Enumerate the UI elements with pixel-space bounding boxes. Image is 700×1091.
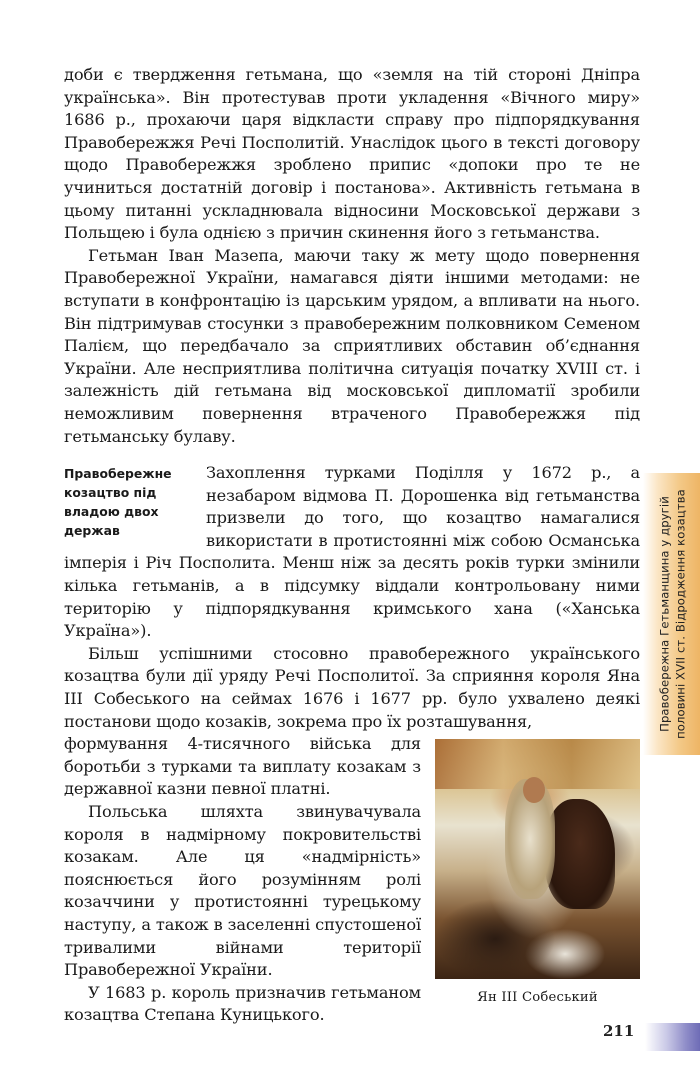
section-right-bank-cossacks: [64, 462, 640, 1027]
figure-caption: Ян III Собеський: [477, 990, 598, 1006]
paragraph-6: У 1683 р. король призначив гетьманом козацтва Степана Куницького.: [64, 982, 421, 1025]
paragraph-4-intro: [64, 643, 640, 733]
figure-sobieski: [435, 739, 640, 1007]
sobieski-painting-image: [435, 739, 640, 979]
page-body: [64, 64, 640, 1027]
paragraph-2: Гетьман Іван Мазепа, маючи таку ж мету щодо повернення Правобережної України, намагався діяти іншими методами: не вступати в конфронтацію із царським урядом, а впливати на нього. Він підтримував стосунки з правобережним полковником Семеном Палієм, що передбачало за сприятливих обставин об’єднання України. Але несприятлива політична ситуація початку XVIII ст. і залежність дій гетьмана від московської дипломатії зробили неможливим повернення втраченого Правобережжя під гетьманську булаву.: [64, 245, 640, 446]
chapter-side-tab-label: [643, 473, 700, 755]
section-heading: Правобережне козацтво під владою двох держав: [64, 466, 172, 539]
chapter-side-tab: [643, 473, 700, 755]
page-number-bar: [645, 1023, 700, 1051]
paragraph-4-text: Більш успішними стосовно правобережного українського козацтва були дії уряду Речі Посполитої. За сприяння короля Яна III Собеського на сеймах 1676 і 1677 рр. було ухвалено деякі постанови щодо козаків, зокрема про їх розташування,: [64, 643, 640, 731]
chapter-title-line-2: половині XVII ст. Відродження козацтва: [672, 489, 687, 739]
paragraph-4-continued: формування 4-тисячного війська для боротьби з турками та виплату козакам з державної казни певної платні.: [64, 734, 421, 799]
figure-wrap-block: [64, 733, 640, 1027]
chapter-title-line-1: Правобережна Гетьманщина у другій: [656, 496, 671, 732]
paragraph-3: Захоплення турками Поділля у 1672 р., а незабаром відмова П. Дорошенка від гетьманства призвели до того, що козацтво намагалися використати в протистоянні між собою Османська імперія і Річ Посполита. Менш ніж за десять років турки змінили кілька гетьманів, а в підсумку віддали контрольовану ними територію у підпорядкування кримського хана («Ханська Україна»).: [64, 463, 640, 641]
paragraph-1: доби є твердження гетьмана, що «земля на тій стороні Дніпра українська». Він протестував проти укладення «Вічного миру» 1686 р., прохаючи царя відкласти справу про підпорядкування Правобережжя Речі Посполитій. Унаслідок цього в тексті договору щодо Правобережжя зроблено припис «допоки про те не учиниться достатній договір і постанова». Активність гетьмана в цьому питанні ускладнювала відносини Московської держави з Польщею і була однією з причин скинення його з гетьманства.: [64, 65, 640, 243]
page-number: 211: [603, 1022, 635, 1040]
painting-horse: [545, 799, 615, 909]
paragraph-5: Польська шляхта звинувачувала короля в надмірному покровительстві козакам. Але ця «надмірність» пояснюється його розумінням ролі козаччини у протистоянні турецькому наступу, а також в заселенні спустошеної тривалими війнами території Правобережної України.: [64, 802, 421, 980]
